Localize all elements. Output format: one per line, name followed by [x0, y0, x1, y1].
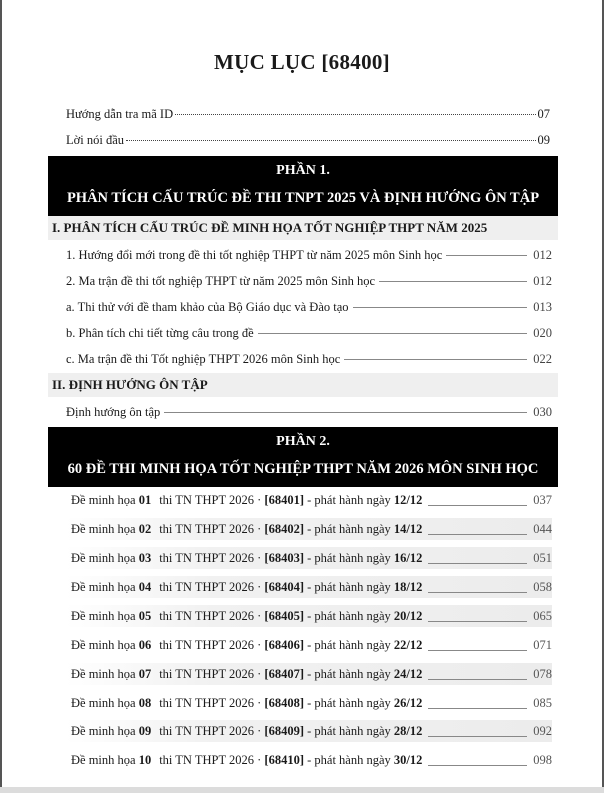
- exam-desc: thi TN THPT 2026 ·: [159, 521, 262, 536]
- exam-entry[interactable]: [66, 692, 552, 714]
- dot-leader: [126, 140, 536, 141]
- toc-entry-page: 030: [533, 405, 552, 419]
- toc-entry[interactable]: [66, 326, 552, 341]
- exam-release-label: - phát hành ngày: [307, 637, 391, 652]
- leader-line: [428, 765, 527, 766]
- exam-date: 14/12: [393, 521, 423, 536]
- toc-entry-page: 092: [533, 723, 552, 738]
- exam-prefix: Đề minh họa: [71, 723, 136, 738]
- exam-code: [68408]: [264, 695, 304, 710]
- exam-number: 05: [138, 608, 152, 623]
- toc-entry[interactable]: [66, 300, 552, 315]
- exam-prefix: Đề minh họa: [71, 492, 136, 507]
- leader-line: [428, 563, 527, 564]
- exam-date: 28/12: [393, 723, 423, 738]
- part2-banner: [48, 427, 558, 487]
- exam-entry[interactable]: [66, 749, 552, 771]
- exam-code: [68406]: [264, 637, 304, 652]
- exam-number: 01: [138, 492, 152, 507]
- part2-heading: PHẦN 2.: [276, 434, 330, 449]
- toc-entry-page: 085: [533, 695, 552, 710]
- toc-entry-page: 09: [537, 133, 550, 147]
- exam-date: 12/12: [393, 492, 423, 507]
- toc-entry-label: Hướng dẫn tra mã ID: [66, 107, 174, 121]
- toc-entry-page: 012: [533, 248, 552, 262]
- exam-release-label: - phát hành ngày: [307, 608, 391, 623]
- section-heading-2: II. ĐỊNH HƯỚNG ÔN TẬP: [48, 373, 558, 397]
- toc-entry-label: b. Phân tích chi tiết từng câu trong đề: [66, 326, 254, 340]
- part1-subheading: PHÂN TÍCH CẤU TRÚC ĐỀ THI TNPT 2025 VÀ ĐỊNH HƯỚNG ÔN TẬP: [66, 190, 540, 206]
- toc-entry[interactable]: [66, 274, 552, 289]
- exam-date: 16/12: [393, 550, 423, 565]
- exam-entry[interactable]: [66, 547, 552, 569]
- exam-number: 02: [138, 521, 152, 536]
- bottom-edge: [0, 787, 604, 793]
- exam-desc: thi TN THPT 2026 ·: [159, 550, 262, 565]
- exam-entry[interactable]: [66, 518, 552, 540]
- toc-entry-page: 058: [533, 579, 552, 594]
- exam-desc: thi TN THPT 2026 ·: [159, 492, 262, 507]
- leader-line: [428, 650, 527, 651]
- exam-prefix: Đề minh họa: [71, 695, 136, 710]
- exam-release-label: - phát hành ngày: [307, 521, 391, 536]
- leader-line: [164, 412, 527, 413]
- toc-entry-label: a. Thi thử với đề tham khảo của Bộ Giáo dục và Đào tạo: [66, 300, 349, 314]
- toc-entry-label: Lời nói đầu: [66, 133, 124, 147]
- page-title: MỤC LỤC [68400]: [214, 50, 390, 74]
- leader-line: [344, 359, 527, 360]
- exam-release-label: - phát hành ngày: [307, 695, 391, 710]
- exam-date: 30/12: [393, 752, 423, 767]
- part2-subheading: 60 ĐỀ THI MINH HỌA TỐT NGHIỆP THPT NĂM 2026 MÔN SINH HỌC: [67, 461, 539, 477]
- exam-date: 18/12: [393, 579, 423, 594]
- exam-desc: thi TN THPT 2026 ·: [159, 723, 262, 738]
- exam-number: 03: [138, 550, 152, 565]
- leader-line: [379, 281, 527, 282]
- exam-code: [68402]: [264, 521, 304, 536]
- exam-code: [68401]: [264, 492, 304, 507]
- exam-number: 07: [138, 666, 152, 681]
- exam-prefix: Đề minh họa: [71, 666, 136, 681]
- toc-entry-page: 07: [537, 107, 550, 121]
- toc-entry-page: 078: [533, 666, 552, 681]
- leader-line: [428, 708, 527, 709]
- toc-entry-label: 2. Ma trận đề thi tốt nghiệp THPT từ năm 2025 môn Sinh học: [66, 274, 376, 288]
- toc-entry-label: c. Ma trận đề thi Tốt nghiệp THPT 2026 môn Sinh học: [66, 352, 341, 366]
- leader-line: [446, 255, 527, 256]
- exam-desc: thi TN THPT 2026 ·: [159, 752, 262, 767]
- exam-prefix: Đề minh họa: [71, 637, 136, 652]
- toc-entry-page: 022: [533, 352, 552, 366]
- leader-line: [428, 505, 527, 506]
- part1-banner: [48, 156, 558, 216]
- toc-entry-label: Định hướng ôn tập: [66, 405, 161, 419]
- exam-prefix: Đề minh họa: [71, 550, 136, 565]
- leader-line: [428, 679, 527, 680]
- exam-code: [68405]: [264, 608, 304, 623]
- exam-number: 08: [138, 695, 152, 710]
- exam-code: [68404]: [264, 579, 304, 594]
- toc-entry-page: 065: [533, 608, 552, 623]
- exam-desc: thi TN THPT 2026 ·: [159, 695, 262, 710]
- leader-line: [258, 333, 528, 334]
- part1-heading: PHẦN 1.: [276, 163, 330, 178]
- exam-desc: thi TN THPT 2026 ·: [159, 579, 262, 594]
- exam-number: 06: [138, 637, 152, 652]
- toc-entry-page: 044: [533, 521, 552, 536]
- exam-entry[interactable]: [66, 489, 552, 511]
- exam-release-label: - phát hành ngày: [307, 723, 391, 738]
- exam-code: [68407]: [264, 666, 304, 681]
- exam-date: 20/12: [393, 608, 423, 623]
- toc-entry-page: 012: [533, 274, 552, 288]
- exam-date: 26/12: [393, 695, 423, 710]
- exam-release-label: - phát hành ngày: [307, 752, 391, 767]
- exam-code: [68410]: [264, 752, 304, 767]
- exam-prefix: Đề minh họa: [71, 608, 136, 623]
- exam-number: 09: [138, 723, 152, 738]
- exam-entry[interactable]: [66, 634, 552, 656]
- toc-entry-page: 037: [533, 492, 552, 507]
- exam-prefix: Đề minh họa: [71, 752, 136, 767]
- toc-entry[interactable]: [66, 352, 552, 367]
- exam-release-label: - phát hành ngày: [307, 492, 391, 507]
- exam-release-label: - phát hành ngày: [307, 666, 391, 681]
- exam-date: 22/12: [393, 637, 423, 652]
- toc-entry-page: 098: [533, 752, 552, 767]
- leader-line: [428, 621, 527, 622]
- exam-entry[interactable]: [66, 720, 552, 742]
- exam-code: [68409]: [264, 723, 304, 738]
- toc-entry-page: 071: [533, 637, 552, 652]
- toc-entry-preface[interactable]: [66, 133, 550, 148]
- exam-prefix: Đề minh họa: [71, 579, 136, 594]
- dot-leader: [175, 114, 535, 115]
- exam-release-label: - phát hành ngày: [307, 579, 391, 594]
- exam-desc: thi TN THPT 2026 ·: [159, 666, 262, 681]
- exam-prefix: Đề minh họa: [71, 521, 136, 536]
- exam-desc: thi TN THPT 2026 ·: [159, 637, 262, 652]
- exam-entry[interactable]: [66, 576, 552, 598]
- toc-entry-guide[interactable]: [66, 107, 550, 122]
- exam-entry[interactable]: [66, 605, 552, 627]
- exam-desc: thi TN THPT 2026 ·: [159, 608, 262, 623]
- exam-number: 10: [138, 752, 152, 767]
- exam-code: [68403]: [264, 550, 304, 565]
- toc-entry-page: 013: [533, 300, 552, 314]
- leader-line: [353, 307, 528, 308]
- toc-entry[interactable]: [66, 248, 552, 263]
- exam-entry[interactable]: [66, 663, 552, 685]
- toc-entry-page: 020: [533, 326, 552, 340]
- leader-line: [428, 592, 527, 593]
- toc-entry[interactable]: [66, 405, 552, 420]
- leader-line: [428, 736, 527, 737]
- section-heading-1: I. PHÂN TÍCH CẤU TRÚC ĐỀ MINH HỌA TỐT NGHIỆP THPT NĂM 2025: [48, 216, 558, 240]
- leader-line: [428, 534, 527, 535]
- toc-entry-label: 1. Hướng đổi mới trong đề thi tốt nghiệp THPT từ năm 2025 môn Sinh học: [66, 248, 443, 262]
- exam-date: 24/12: [393, 666, 423, 681]
- exam-release-label: - phát hành ngày: [307, 550, 391, 565]
- toc-entry-page: 051: [533, 550, 552, 565]
- exam-number: 04: [138, 579, 152, 594]
